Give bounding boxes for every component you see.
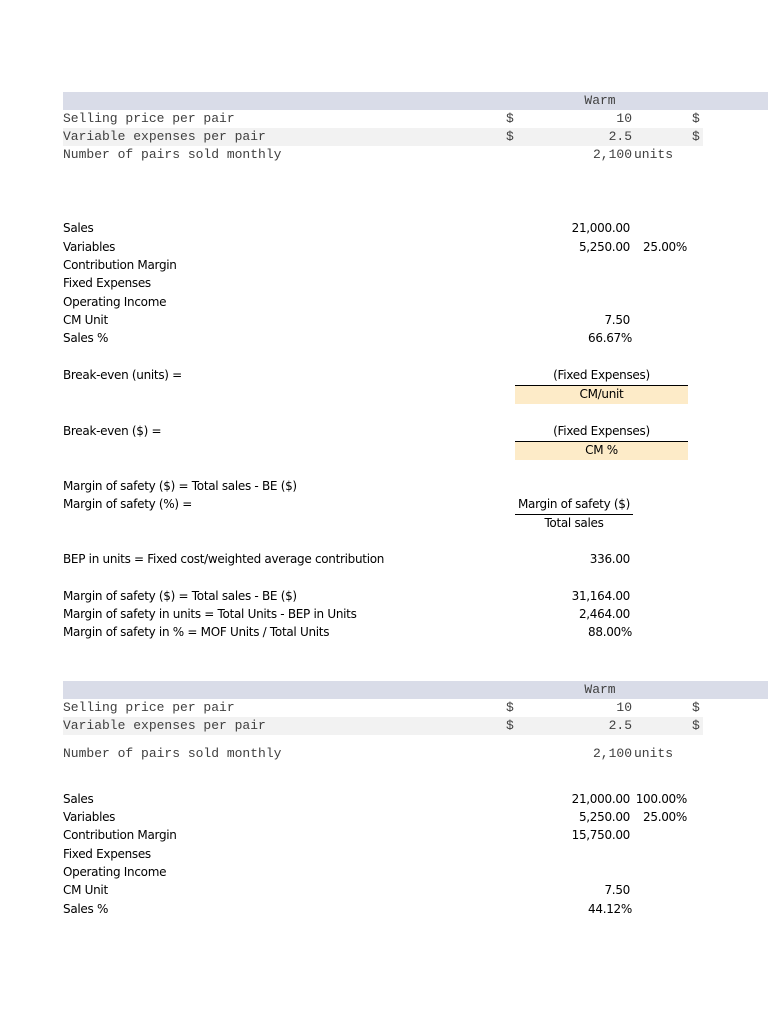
pairs-sold-label: Number of pairs sold monthly xyxy=(63,746,282,761)
variable-expenses-value: 2.5 xyxy=(608,129,632,144)
sales-label: Sales xyxy=(63,221,94,235)
header-band xyxy=(63,681,768,699)
cm-unit-label: CM Unit xyxy=(63,883,108,897)
mos-units-label: Margin of safety in units = Total Units - BEP in Units xyxy=(63,607,357,621)
selling-price-label: Selling price per pair xyxy=(63,700,235,715)
currency-symbol: $ xyxy=(692,111,700,126)
variables-pct: 25.00% xyxy=(643,240,687,254)
pairs-sold-value: 2,100 xyxy=(592,147,632,162)
contribution-margin-value: 15,750.00 xyxy=(571,828,630,842)
mos-pct-numerator: Margin of safety ($) xyxy=(517,497,630,511)
selling-price-value: 10 xyxy=(616,111,632,126)
mos-dollars-value: 31,164.00 xyxy=(571,589,630,603)
margin-of-safety-pct-label: Margin of safety (%) = xyxy=(63,497,193,511)
be-units-denominator: CM/unit xyxy=(579,387,624,401)
variables-value: 5,250.00 xyxy=(578,240,630,254)
selling-price-label: Selling price per pair xyxy=(63,111,235,126)
break-even-units-label: Break-even (units) = xyxy=(63,368,182,382)
currency-symbol: $ xyxy=(692,700,700,715)
sales-label: Sales xyxy=(63,792,94,806)
operating-income-label: Operating Income xyxy=(63,865,167,879)
mos-pct-value: 88.00% xyxy=(588,625,632,639)
be-units-numerator: (Fixed Expenses) xyxy=(553,368,650,382)
cm-unit-value: 7.50 xyxy=(604,883,630,897)
bep-units-label: BEP in units = Fixed cost/weighted average contribution xyxy=(63,552,385,566)
selling-price-value: 10 xyxy=(616,700,632,715)
bep-units-value: 336.00 xyxy=(589,552,630,566)
pairs-sold-unit: units xyxy=(634,746,674,761)
currency-symbol: $ xyxy=(506,129,514,144)
variables-label: Variables xyxy=(63,810,116,824)
cm-unit-value: 7.50 xyxy=(604,313,630,327)
be-dollars-denominator: CM % xyxy=(585,443,618,457)
mos-dollars-label: Margin of safety ($) = Total sales - BE ($) xyxy=(63,589,297,603)
margin-of-safety-dollars-label: Margin of safety ($) = Total sales - BE ($) xyxy=(63,479,297,493)
variable-expenses-label: Variable expenses per pair xyxy=(63,129,266,144)
sales-pct-value: 66.67% xyxy=(588,331,632,345)
mos-pct-label: Margin of safety in % = MOF Units / Total Units xyxy=(63,625,330,639)
mos-pct-denominator: Total sales xyxy=(544,516,604,530)
break-even-dollars-label: Break-even ($) = xyxy=(63,424,162,438)
contribution-margin-label: Contribution Margin xyxy=(63,828,177,842)
currency-symbol: $ xyxy=(692,718,700,733)
contribution-margin-label: Contribution Margin xyxy=(63,258,177,272)
currency-symbol: $ xyxy=(506,718,514,733)
fraction-line xyxy=(515,514,633,515)
variables-value: 5,250.00 xyxy=(578,810,630,824)
pairs-sold-value: 2,100 xyxy=(592,746,632,761)
sales-pct-label: Sales % xyxy=(63,902,109,916)
currency-symbol: $ xyxy=(506,700,514,715)
mos-units-value: 2,464.00 xyxy=(578,607,630,621)
be-dollars-numerator: (Fixed Expenses) xyxy=(553,424,650,438)
currency-symbol: $ xyxy=(692,129,700,144)
sales-pct: 100.00% xyxy=(635,792,687,806)
variables-label: Variables xyxy=(63,240,116,254)
fixed-expenses-label: Fixed Expenses xyxy=(63,847,151,861)
header-band xyxy=(63,92,768,110)
cm-unit-label: CM Unit xyxy=(63,313,108,327)
column-header-warm: Warm xyxy=(584,93,616,108)
fixed-expenses-label: Fixed Expenses xyxy=(63,276,151,290)
column-header-warm: Warm xyxy=(584,682,616,697)
sales-value: 21,000.00 xyxy=(571,221,630,235)
sales-value: 21,000.00 xyxy=(571,792,630,806)
variables-pct: 25.00% xyxy=(643,810,687,824)
variable-expenses-label: Variable expenses per pair xyxy=(63,718,266,733)
variable-expenses-value: 2.5 xyxy=(608,718,632,733)
currency-symbol: $ xyxy=(506,111,514,126)
sales-pct-value: 44.12% xyxy=(588,902,632,916)
pairs-sold-label: Number of pairs sold monthly xyxy=(63,147,282,162)
pairs-sold-unit: units xyxy=(634,147,674,162)
sales-pct-label: Sales % xyxy=(63,331,109,345)
operating-income-label: Operating Income xyxy=(63,295,167,309)
